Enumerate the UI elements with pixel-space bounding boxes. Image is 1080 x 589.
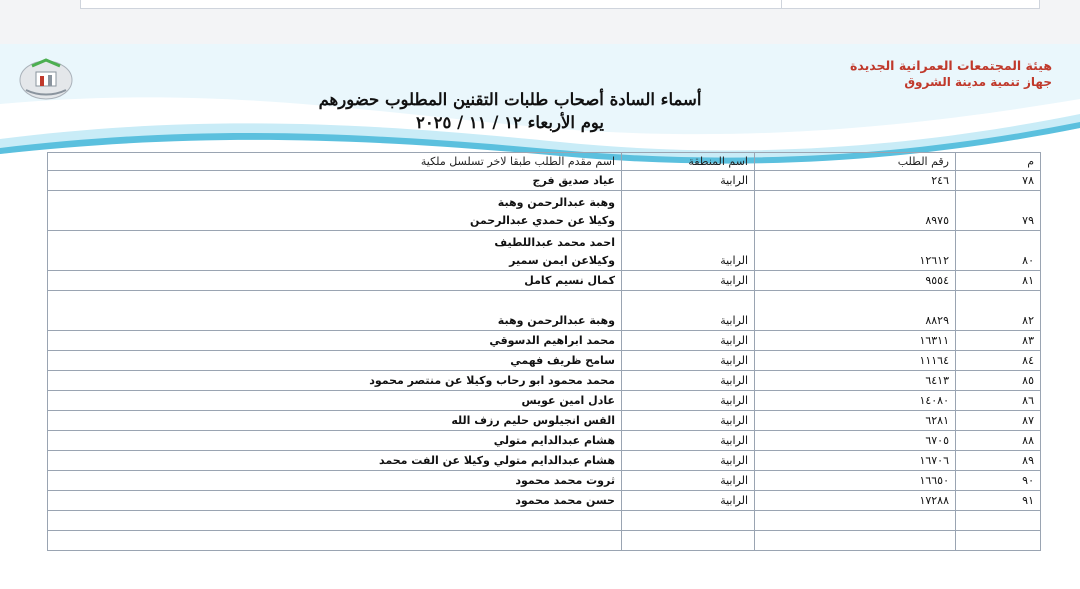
cell-area: الرابية xyxy=(622,351,755,371)
applicant-name-line: حسن محمد محمود xyxy=(515,494,615,507)
table-row xyxy=(48,451,1041,471)
applicant-name-line: عادل امين عويس xyxy=(521,394,615,407)
cell-applicant-name xyxy=(48,191,622,231)
cell-applicant-name xyxy=(48,171,622,191)
cell-area: الرابية xyxy=(622,451,755,471)
cell-request-number: ٨٩٧٥ xyxy=(755,191,956,231)
cell-applicant-name xyxy=(48,231,622,271)
applicant-name-line: محمد محمود ابو رحاب وكيلا عن منتصر محمود xyxy=(369,374,615,387)
cell-applicant-name xyxy=(48,491,622,511)
cell-applicant-name xyxy=(48,431,622,451)
cell-request-number: ٢٤٦ xyxy=(755,171,956,191)
applicant-name-line: وكيلا عن حمدي عبدالرحمن xyxy=(469,214,615,227)
applicant-name-line: هشام عبدالدايم متولي xyxy=(493,434,615,447)
cell-request-number: ٦٧٠٥ xyxy=(755,431,956,451)
table-row xyxy=(48,531,1041,551)
cell-applicant-name xyxy=(48,511,622,531)
cell-serial xyxy=(956,531,1041,551)
cell-serial: ٩١ xyxy=(956,491,1041,511)
applicant-name-line: سامح ظريف فهمي xyxy=(510,354,615,367)
applicant-name-line: القس انجيلوس حليم رزف الله xyxy=(451,414,615,427)
cell-area xyxy=(622,511,755,531)
document-title: أسماء السادة أصحاب طلبات التقنين المطلوب حضورهم xyxy=(318,90,702,109)
cell-applicant-name xyxy=(48,371,622,391)
organization-name xyxy=(850,58,1052,90)
cell-applicant-name xyxy=(48,391,622,411)
cell-area: الرابية xyxy=(622,171,755,191)
applicants-table xyxy=(47,152,1041,551)
table-row xyxy=(48,391,1041,411)
document-title-block xyxy=(250,88,770,134)
applicant-name-line: وكيلاعن ايمن سمير xyxy=(509,254,615,267)
table-row xyxy=(48,231,1041,271)
column-header-serial: م xyxy=(956,153,1041,171)
cell-applicant-name xyxy=(48,291,622,331)
previous-table-edge xyxy=(80,0,1040,9)
cell-area: الرابية xyxy=(622,231,755,271)
cell-serial: ٨٧ xyxy=(956,411,1041,431)
applicant-name-line: احمد محمد عبداللطيف xyxy=(494,236,615,249)
cell-serial: ٨٨ xyxy=(956,431,1041,451)
cell-serial: ٨٤ xyxy=(956,351,1041,371)
cell-request-number: ١٦٣١١ xyxy=(755,331,956,351)
applicant-name-line: هشام عبدالدايم متولي وكيلا عن الفت محمد xyxy=(378,454,615,467)
table-row xyxy=(48,511,1041,531)
cell-area: الرابية xyxy=(622,331,755,351)
applicant-name-line: محمد ابراهيم الدسوقي xyxy=(489,334,615,347)
cell-area: الرابية xyxy=(622,491,755,511)
cell-serial: ٩٠ xyxy=(956,471,1041,491)
previous-slide-strip xyxy=(0,0,1080,44)
cell-area: الرابية xyxy=(622,291,755,331)
cell-serial: ٨٩ xyxy=(956,451,1041,471)
table-row xyxy=(48,291,1041,331)
applicant-name-line: وهبة عبدالرحمن وهبة xyxy=(497,314,615,327)
cell-serial: ٨١ xyxy=(956,271,1041,291)
cell-serial: ٨٦ xyxy=(956,391,1041,411)
cell-request-number: ١٤٠٨٠ xyxy=(755,391,956,411)
cell-serial xyxy=(956,511,1041,531)
document-slide xyxy=(0,44,1080,589)
cell-applicant-name xyxy=(48,531,622,551)
applicant-name-line: كمال نسيم كامل xyxy=(524,274,615,287)
cell-request-number xyxy=(755,531,956,551)
cell-applicant-name xyxy=(48,271,622,291)
cell-request-number: ١٧٢٨٨ xyxy=(755,491,956,511)
cell-area: الرابية xyxy=(622,431,755,451)
cell-request-number: ١٢٦١٢ xyxy=(755,231,956,271)
cell-request-number: ١١١٦٤ xyxy=(755,351,956,371)
cell-request-number: ١٦٧٠٦ xyxy=(755,451,956,471)
authority-emblem-icon xyxy=(18,56,74,102)
column-header-request-number: رقم الطلب xyxy=(755,153,956,171)
table-row xyxy=(48,351,1041,371)
cell-area: الرابية xyxy=(622,391,755,411)
cell-area: الرابية xyxy=(622,411,755,431)
cell-serial: ٨٣ xyxy=(956,331,1041,351)
cell-area: الرابية xyxy=(622,471,755,491)
column-header-applicant-name: اسم مقدم الطلب طبقا لاخر تسلسل ملكية xyxy=(48,153,622,171)
cell-request-number xyxy=(755,511,956,531)
table-row xyxy=(48,371,1041,391)
table-row xyxy=(48,471,1041,491)
table-row xyxy=(48,331,1041,351)
cell-area: الرابية xyxy=(622,271,755,291)
table-header-row xyxy=(48,153,1041,171)
cell-serial: ٨٢ xyxy=(956,291,1041,331)
cell-request-number: ٦٤١٣ xyxy=(755,371,956,391)
cell-request-number: ٦٢٨١ xyxy=(755,411,956,431)
table-row xyxy=(48,431,1041,451)
applicant-name-line: عياد صديق فرج xyxy=(532,174,615,187)
cell-applicant-name xyxy=(48,331,622,351)
cell-serial: ٨٠ xyxy=(956,231,1041,271)
cell-applicant-name xyxy=(48,451,622,471)
table-row xyxy=(48,171,1041,191)
cell-applicant-name xyxy=(48,411,622,431)
cell-applicant-name xyxy=(48,351,622,371)
cell-serial: ٧٨ xyxy=(956,171,1041,191)
table-row xyxy=(48,271,1041,291)
cell-serial: ٨٥ xyxy=(956,371,1041,391)
applicant-name-line: وهبة عبدالرحمن وهبة xyxy=(497,196,615,209)
cell-request-number: ١٦٦٥٠ xyxy=(755,471,956,491)
cell-applicant-name xyxy=(48,471,622,491)
table-row xyxy=(48,491,1041,511)
org-line-1: هيئة المجتمعات العمرانية الجديدة xyxy=(849,58,1052,73)
cell-serial: ٧٩ xyxy=(956,191,1041,231)
column-header-area: اسم المنطقة xyxy=(622,153,755,171)
cell-area: الرابية xyxy=(622,371,755,391)
cell-area xyxy=(622,531,755,551)
applicant-name-line: ثروت محمد محمود xyxy=(515,474,615,487)
table-row xyxy=(48,411,1041,431)
cell-request-number: ٨٨٢٩ xyxy=(755,291,956,331)
cell-request-number: ٩٥٥٤ xyxy=(755,271,956,291)
org-line-2: جهاز تنمية مدينة الشروق xyxy=(904,75,1052,89)
cell-area xyxy=(622,191,755,231)
document-date: يوم الأربعاء ١٢ / ١١ / ٢٠٢٥ xyxy=(415,113,605,132)
table-row xyxy=(48,191,1041,231)
